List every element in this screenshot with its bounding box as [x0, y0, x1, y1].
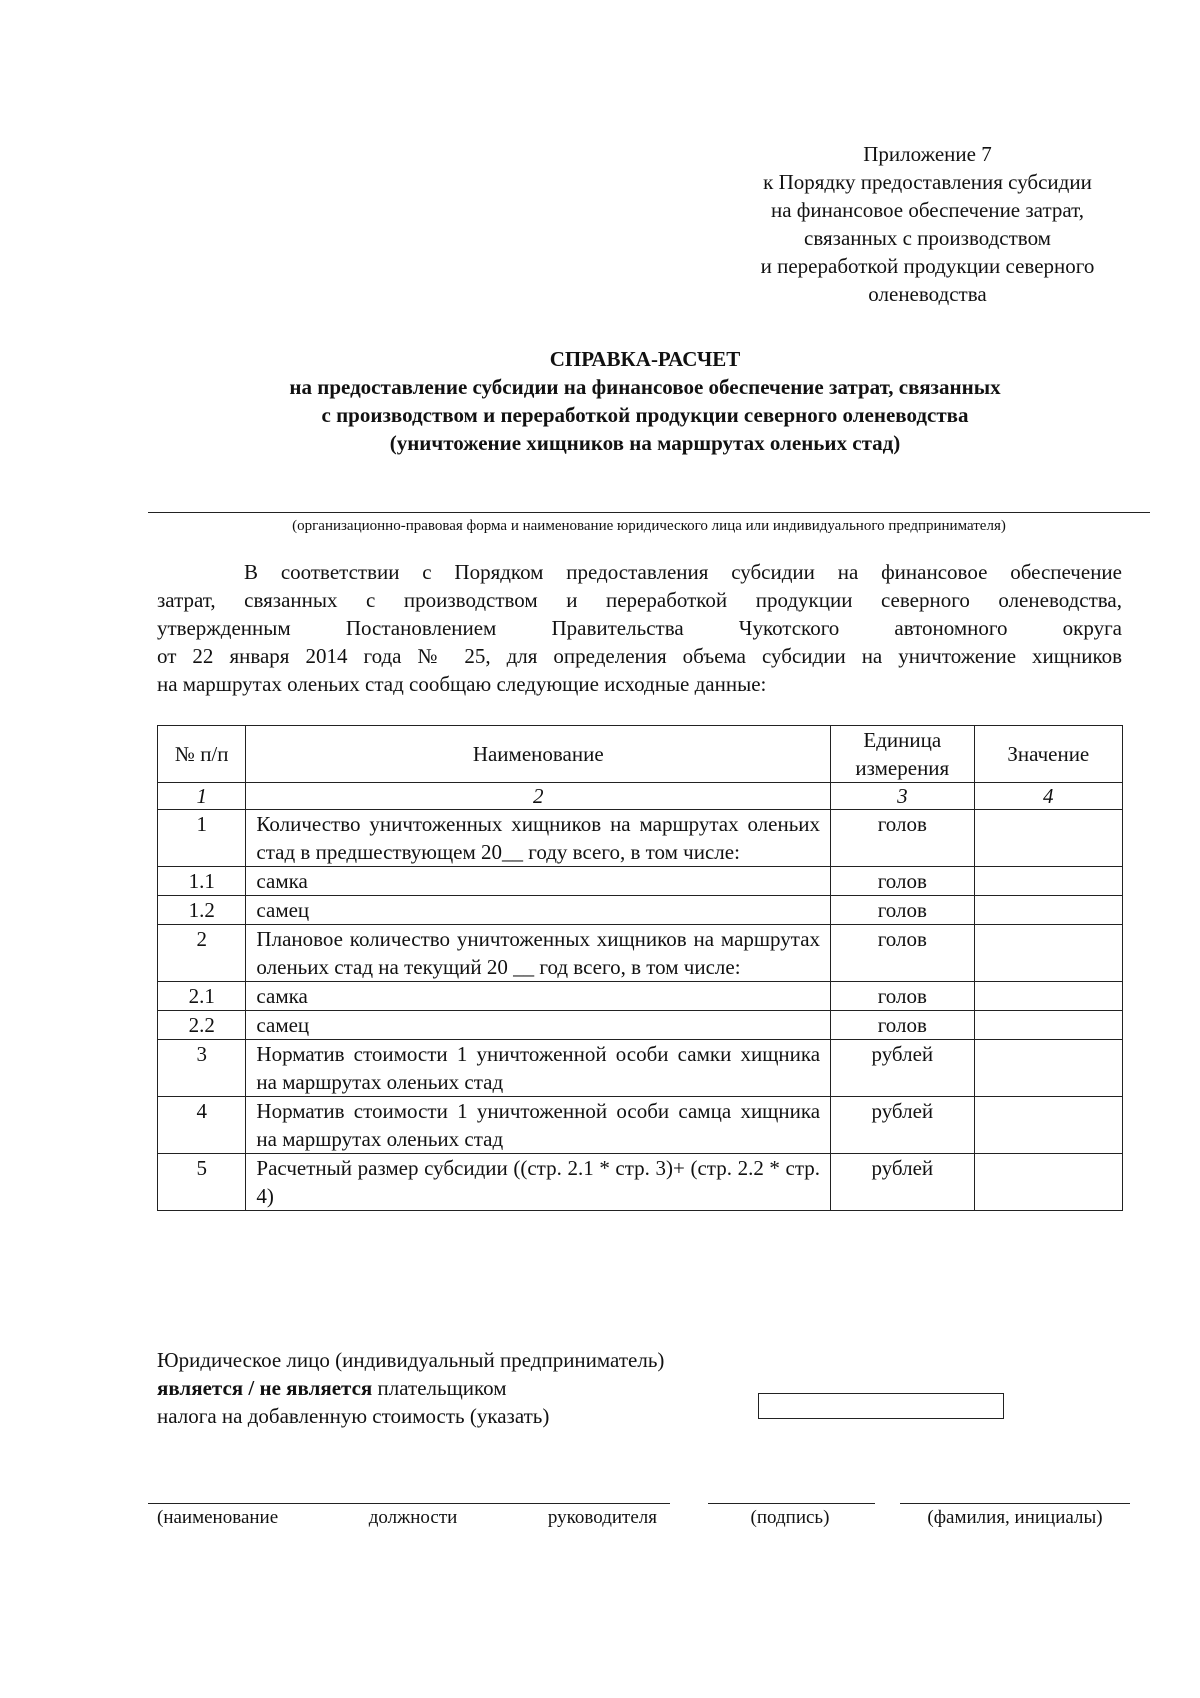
- position-caption-word: руководителя: [547, 1507, 657, 1528]
- appendix-line: на финансовое обеспечение затрат,: [770, 198, 1085, 222]
- row-name: самка: [246, 867, 831, 896]
- vat-statement: [157, 1346, 777, 1430]
- vat-input-box[interactable]: [758, 1393, 1004, 1419]
- header-value: Значение: [974, 726, 1122, 783]
- row-value[interactable]: [974, 982, 1122, 1011]
- organization-name-line[interactable]: [148, 512, 1150, 513]
- data-table: [157, 725, 1123, 1211]
- row-unit: рублей: [831, 1097, 975, 1154]
- position-caption-word: должности: [368, 1507, 458, 1528]
- row-value[interactable]: [974, 810, 1122, 867]
- row-number: 1: [158, 810, 246, 867]
- vat-line: Юридическое лицо (индивидуальный предприниматель): [157, 1348, 665, 1372]
- position-line[interactable]: [148, 1503, 670, 1504]
- row-number: 1.2: [158, 896, 246, 925]
- row-number: 2: [158, 925, 246, 982]
- name-caption: (фамилия, инициалы): [927, 1507, 1103, 1528]
- name-line[interactable]: [900, 1503, 1130, 1504]
- position-caption-word: (наименование: [157, 1507, 279, 1528]
- row-unit: голов: [831, 925, 975, 982]
- intro-line: затрат, связанных с производством и переработкой продукции северного оленеводства,: [157, 588, 1122, 612]
- table-row: [158, 896, 1123, 925]
- title-line: (уничтожение хищников на маршрутах оленьих стад): [389, 431, 901, 455]
- signature-caption: (подпись): [750, 1507, 830, 1528]
- title-heading: СПРАВКА-РАСЧЕТ: [549, 347, 741, 371]
- row-name: самка: [246, 982, 831, 1011]
- position-caption: [157, 1506, 657, 1530]
- title-line: на предоставление субсидии на финансовое обеспечение затрат, связанных: [289, 375, 1001, 399]
- row-number: 2.2: [158, 1011, 246, 1040]
- intro-line: утвержденным Постановлением Правительства Чукотского автономного округа: [157, 616, 1122, 640]
- row-name: Расчетный размер субсидии ((стр. 2.1 * стр. 3)+ (стр. 2.2 * стр. 4): [246, 1154, 831, 1211]
- appendix-block: [705, 140, 1150, 308]
- row-value[interactable]: [974, 867, 1122, 896]
- column-index: 3: [831, 783, 975, 810]
- row-value[interactable]: [974, 1097, 1122, 1154]
- table-row: [158, 867, 1123, 896]
- row-name: самец: [246, 1011, 831, 1040]
- appendix-line: оленеводства: [868, 282, 987, 306]
- header-unit: Единица измерения: [831, 726, 975, 783]
- row-unit: голов: [831, 1011, 975, 1040]
- organization-caption: (организационно-правовая форма и наименование юридического лица или индивидуального предпринимателя): [292, 518, 1006, 534]
- table-row: [158, 982, 1123, 1011]
- row-number: 3: [158, 1040, 246, 1097]
- table-row: [158, 810, 1123, 867]
- column-index: 2: [246, 783, 831, 810]
- row-number: 4: [158, 1097, 246, 1154]
- document-title: [140, 345, 1150, 457]
- table-row: [158, 1040, 1123, 1097]
- vat-line-rest: плательщиком: [372, 1376, 507, 1400]
- header-number: № п/п: [158, 726, 246, 783]
- row-name: Норматив стоимости 1 уничтоженной особи самки хищника на маршрутах оленьих стад: [246, 1040, 831, 1097]
- intro-line: на маршрутах оленьих стад сообщаю следующие исходные данные:: [157, 672, 767, 696]
- table-row: [158, 1097, 1123, 1154]
- vat-line: налога на добавленную стоимость (указать): [157, 1404, 550, 1428]
- row-name: Плановое количество уничтоженных хищников на маршрутах оленьих стад на текущий 20 __ год всего, в том числе:: [246, 925, 831, 982]
- row-number: 5: [158, 1154, 246, 1211]
- row-name: Норматив стоимости 1 уничтоженной особи самца хищника на маршрутах оленьих стад: [246, 1097, 831, 1154]
- intro-line: от 22 января 2014 года № 25, для определения объема субсидии на уничтожение хищников: [157, 644, 1122, 668]
- appendix-line: к Порядку предоставления субсидии: [763, 170, 1092, 194]
- table-header-row: [158, 726, 1123, 783]
- column-index: 1: [158, 783, 246, 810]
- vat-line: [157, 1374, 777, 1402]
- appendix-line: Приложение 7: [863, 142, 992, 166]
- column-index: 4: [974, 783, 1122, 810]
- row-unit: голов: [831, 810, 975, 867]
- row-unit: рублей: [831, 1040, 975, 1097]
- appendix-line: связанных с производством: [804, 226, 1051, 250]
- row-unit: голов: [831, 867, 975, 896]
- title-line: с производством и переработкой продукции северного оленеводства: [321, 403, 969, 427]
- row-name: самец: [246, 896, 831, 925]
- table-row: [158, 1011, 1123, 1040]
- intro-paragraph: [157, 558, 1122, 698]
- row-unit: голов: [831, 982, 975, 1011]
- table-row: [158, 1154, 1123, 1211]
- row-number: 2.1: [158, 982, 246, 1011]
- row-value[interactable]: [974, 1011, 1122, 1040]
- signature-line[interactable]: [708, 1503, 875, 1504]
- appendix-line: и переработкой продукции северного: [760, 254, 1095, 278]
- row-value[interactable]: [974, 1154, 1122, 1211]
- row-value[interactable]: [974, 925, 1122, 982]
- row-name: Количество уничтоженных хищников на маршрутах оленьих стад в предшествующем 20__ году всего, в том числе:: [246, 810, 831, 867]
- row-value[interactable]: [974, 896, 1122, 925]
- row-number: 1.1: [158, 867, 246, 896]
- vat-status-options[interactable]: является / не является: [157, 1376, 373, 1400]
- table-row: [158, 925, 1123, 982]
- row-unit: голов: [831, 896, 975, 925]
- intro-line: В соответствии с Порядком предоставления субсидии на финансовое обеспечение: [244, 560, 1122, 584]
- header-name: Наименование: [246, 726, 831, 783]
- row-unit: рублей: [831, 1154, 975, 1211]
- column-index-row: [158, 783, 1123, 810]
- row-value[interactable]: [974, 1040, 1122, 1097]
